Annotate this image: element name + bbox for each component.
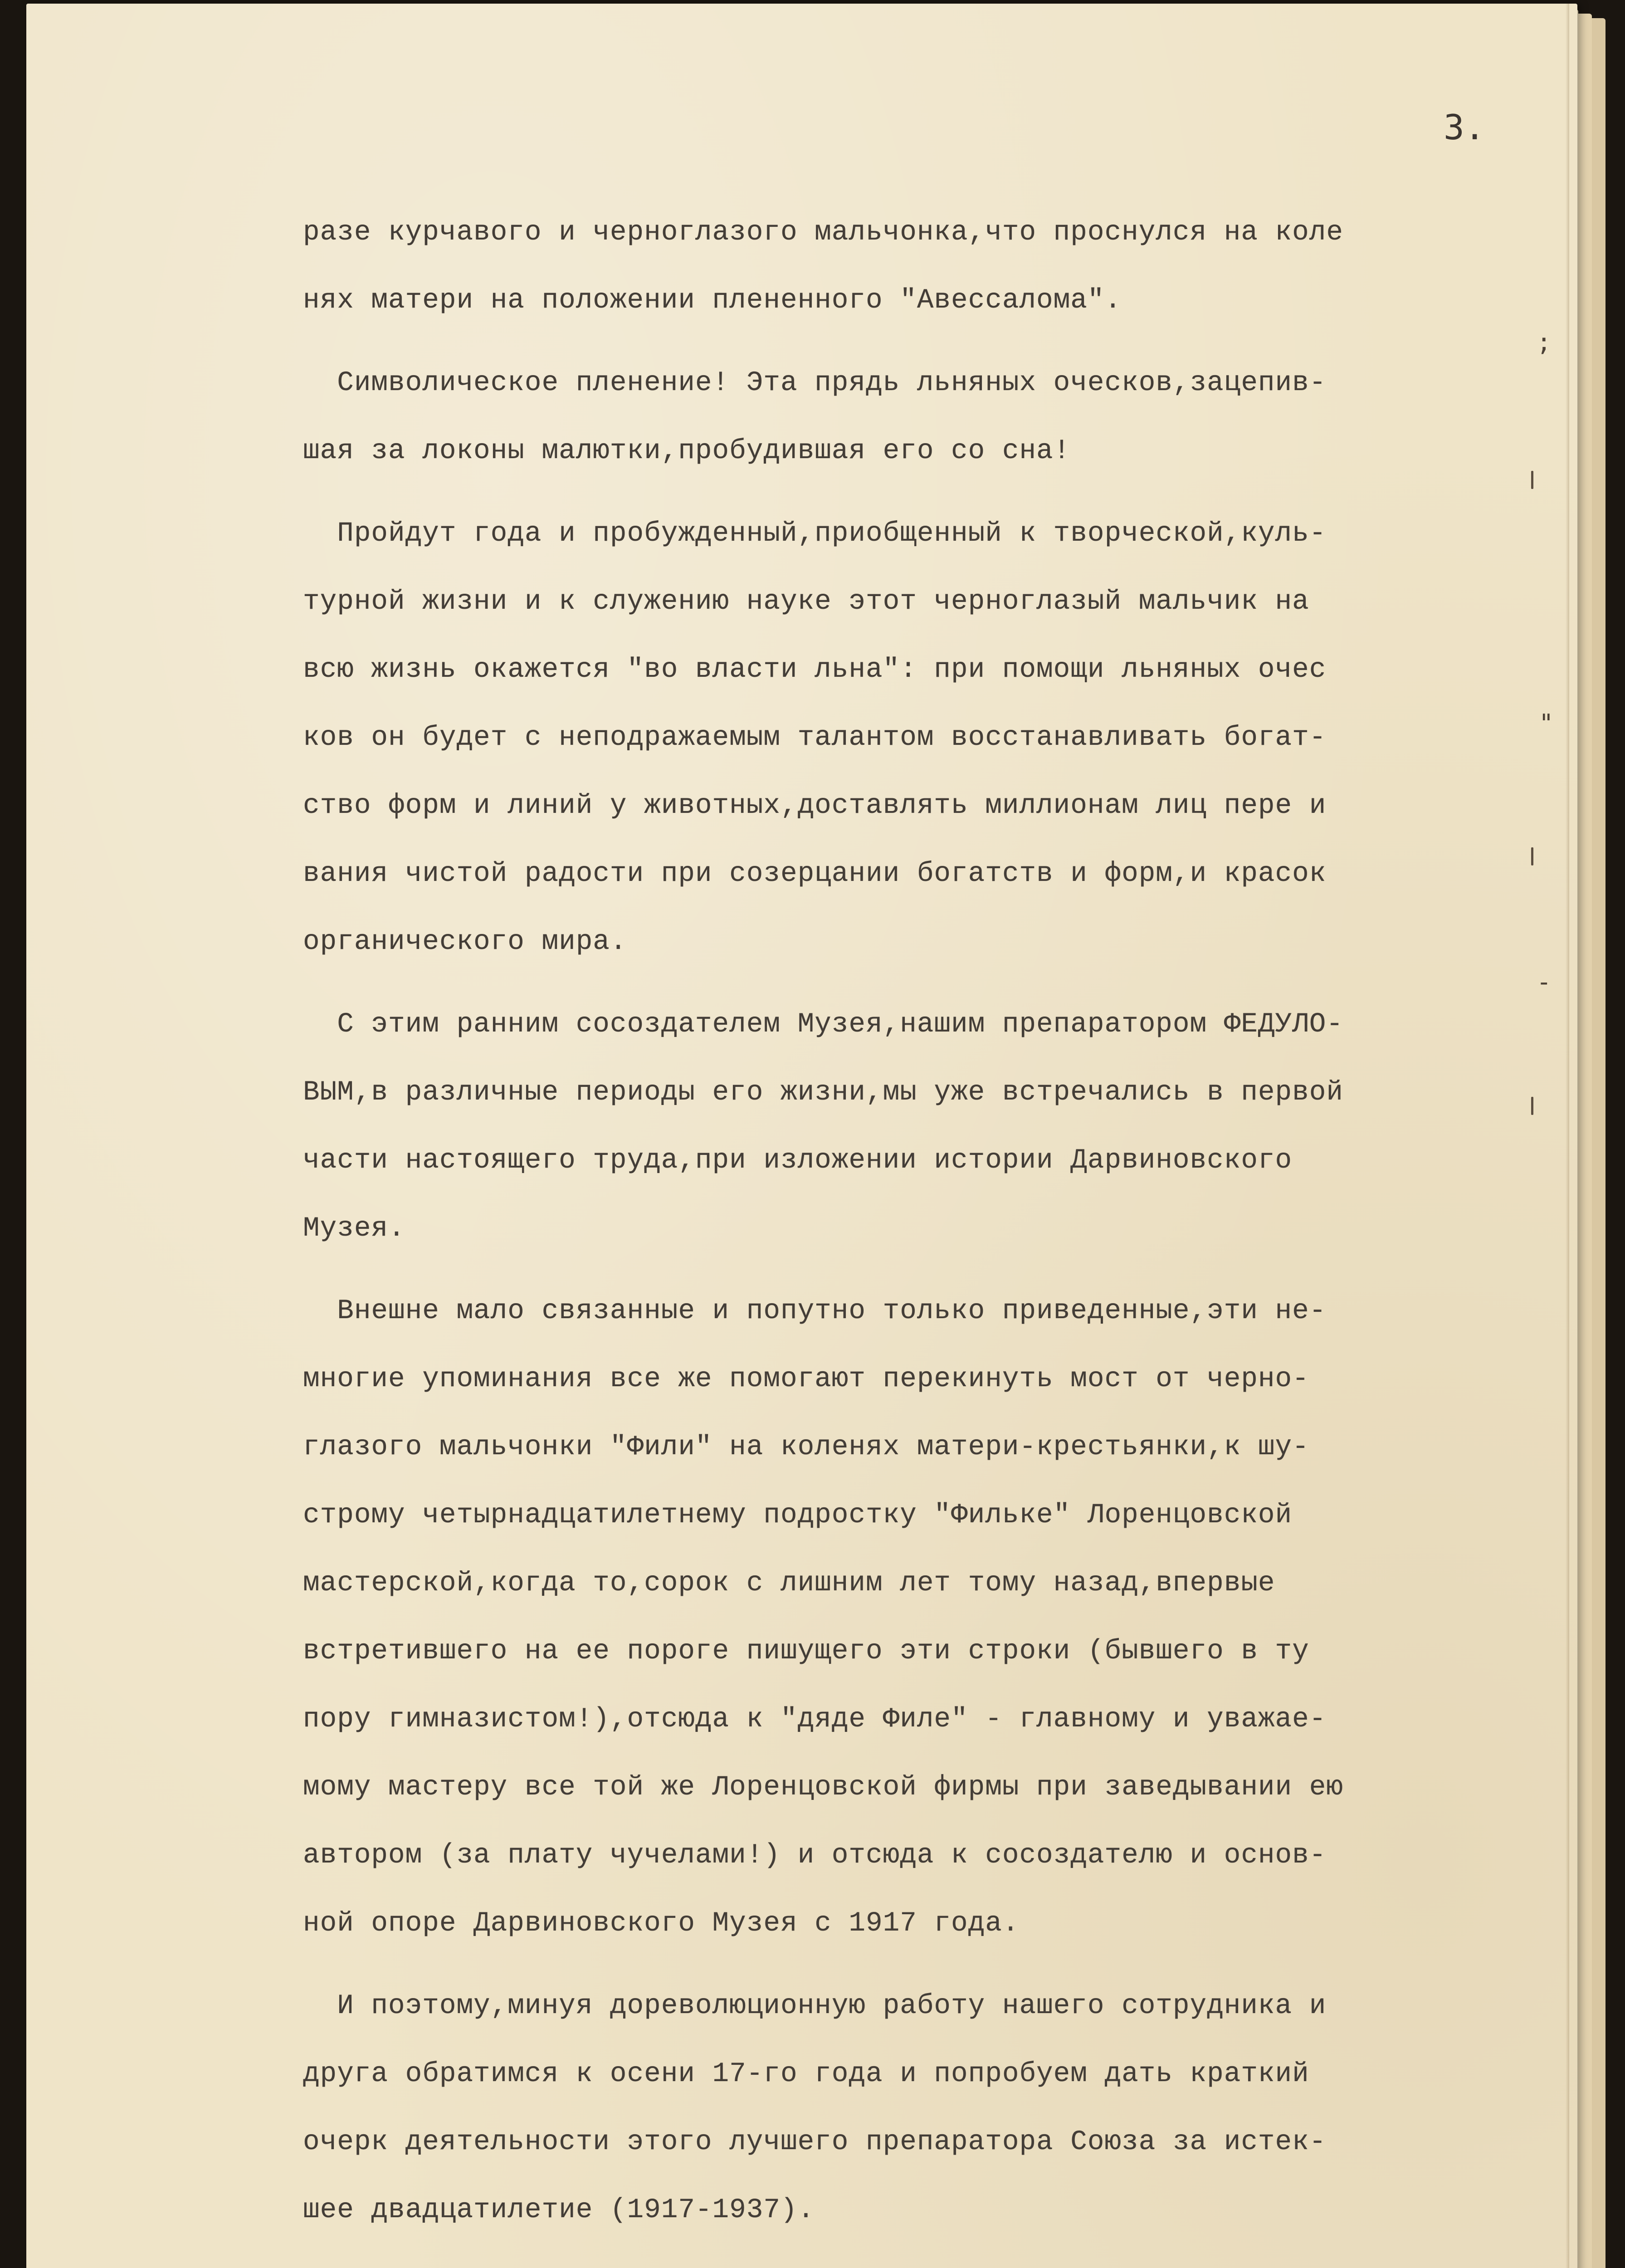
margin-tick — [1531, 1097, 1533, 1115]
page-number: 3. — [1444, 107, 1485, 147]
text-line: ВЫМ,в различные периоды его жизни,мы уже встречались в первой — [303, 1077, 1343, 1108]
text-line: ство форм и линий у животных,доставлять миллионам лиц пере и — [303, 790, 1327, 821]
text-line: части настоящего труда,при изложении истории Дарвиновского — [303, 1145, 1293, 1176]
text-line: нях матери на положении плененного "Авессалома". — [303, 285, 1122, 316]
text-line: строму четырнадцатилетнему подростку "Фильке" Лоренцовской — [303, 1500, 1293, 1531]
text-line: Внешне мало связанные и попутно только приведенные,эти не- — [303, 1295, 1327, 1327]
text-line: И поэтому,минуя дореволюционную работу нашего сотрудника и — [303, 1990, 1327, 2022]
paragraph — [303, 1277, 1555, 1958]
paragraph — [303, 991, 1555, 1263]
margin-mark: - — [1537, 968, 1552, 996]
typed-page — [26, 4, 1577, 2268]
text-line: Пройдут года и пробужденный,приобщенный к творческой,куль- — [303, 518, 1327, 549]
text-line: друга обратимся к осени 17-го года и попробуем дать краткий — [303, 2058, 1309, 2090]
text-line: турной жизни и к служению науке этот черноглазый мальчик на — [303, 586, 1309, 617]
text-line: глазого мальчонки "Фили" на коленях матери-крестьянки,к шу- — [303, 1432, 1309, 1463]
page-edge-shadow — [1566, 4, 1569, 2268]
text-line: всю жизнь окажется "во власти льна": при помощи льняных очес — [303, 654, 1327, 685]
text-line: Символическое пленение! Эта прядь льняных оческов,зацепив- — [303, 367, 1327, 399]
margin-mark: ; — [1537, 328, 1552, 357]
margin-tick — [1531, 847, 1533, 865]
text-line: ков он будет с неподражаемым талантом восстанавливать богат- — [303, 722, 1327, 753]
margin-mark: " — [1539, 709, 1554, 738]
text-line: автором (за плату чучелами!) и отсюда к сосоздателю и основ- — [303, 1840, 1327, 1871]
paragraph — [303, 199, 1555, 335]
paragraph — [303, 1972, 1555, 2244]
text-line: встретившего на ее пороге пишущего эти строки (бывшего в ту — [303, 1636, 1309, 1667]
text-line: шее двадцатилетие (1917-1937). — [303, 2195, 815, 2226]
paragraph — [303, 500, 1555, 976]
text-line: разе курчавого и черноглазого мальчонка,что проснулся на коле — [303, 217, 1343, 248]
text-line: шая за локоны малютки,пробудившая его со сна! — [303, 435, 1071, 467]
paragraph — [303, 349, 1555, 485]
text-line: органического мира. — [303, 926, 627, 958]
margin-tick — [1531, 471, 1533, 489]
text-line: вания чистой радости при созерцании богатств и форм,и красок — [303, 858, 1327, 890]
text-line: ной опоре Дарвиновского Музея с 1917 года. — [303, 1908, 1020, 1939]
text-line: пору гимназистом!),отсюда к "дяде Филе" - главному и уважае- — [303, 1704, 1327, 1735]
text-line: С этим ранним сосоздателем Музея,нашим препаратором ФЕДУЛО- — [303, 1009, 1343, 1040]
text-line: мастерской,когда то,сорок с лишним лет тому назад,впервые — [303, 1568, 1275, 1599]
text-line: Музея. — [303, 1213, 405, 1244]
text-line: многие упоминания все же помогают перекинуть мост от черно- — [303, 1364, 1309, 1395]
text-line: очерк деятельности этого лучшего препаратора Союза за истек- — [303, 2126, 1327, 2158]
text-line: мому мастеру все той же Лоренцовской фирмы при заведывании ею — [303, 1772, 1343, 1803]
typewritten-body — [303, 199, 1555, 2244]
